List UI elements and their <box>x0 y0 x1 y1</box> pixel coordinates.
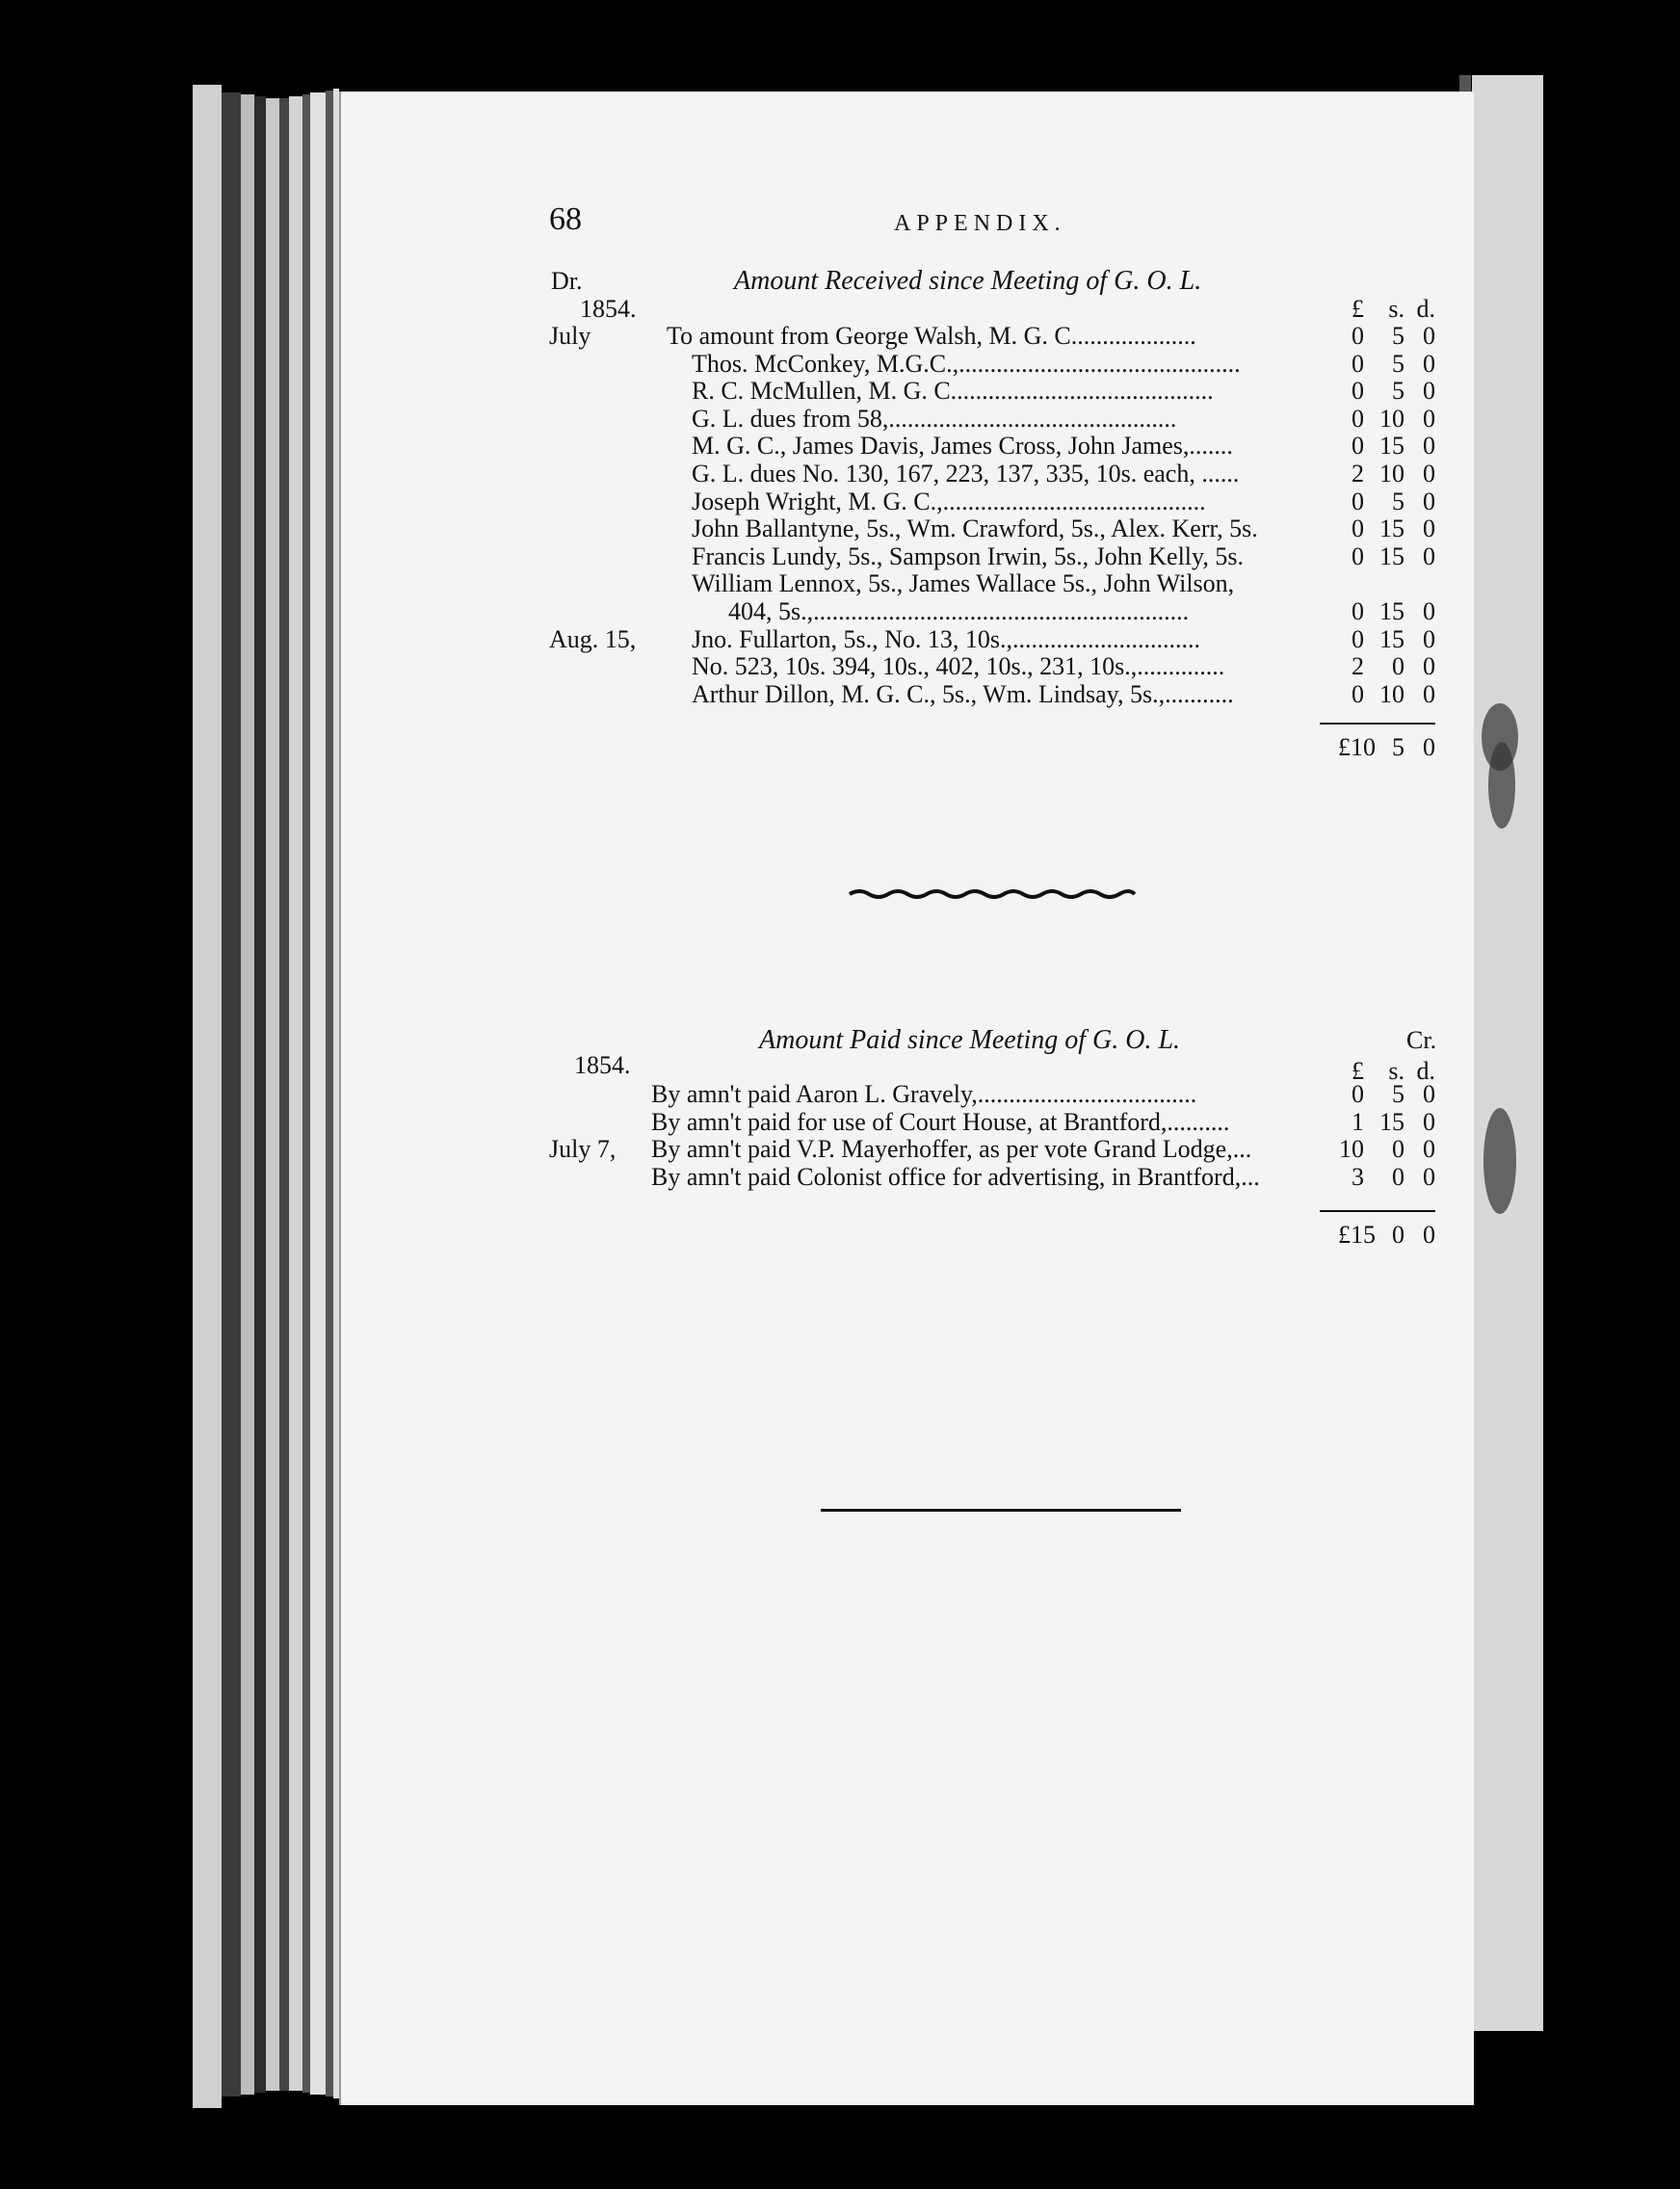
ledger-pounds: 10 <box>1339 1135 1364 1164</box>
ledger-shillings: 15 <box>1379 597 1404 625</box>
ledger-pounds: 0 <box>1352 349 1364 378</box>
ink-stain <box>1483 1108 1516 1214</box>
unit-shillings: s. <box>1388 1057 1404 1085</box>
ledger-pounds: 0 <box>1352 377 1364 406</box>
ledger-date: July 7, <box>549 1135 617 1164</box>
ledger-shillings: 5 <box>1392 349 1404 378</box>
ledger-shillings: 15 <box>1379 514 1404 543</box>
received-year: 1854. <box>580 295 637 323</box>
unit-pounds: £ <box>1352 1057 1364 1085</box>
ledger-description: R. C. McMullen, M. G. C.......................................... <box>692 377 1214 406</box>
end-rule <box>821 1509 1181 1512</box>
received-total-pounds: £10 <box>1338 733 1376 761</box>
paid-total-pence: 0 <box>1423 1221 1435 1249</box>
ledger-pounds: 0 <box>1352 487 1364 515</box>
ledger-shillings: 15 <box>1379 1107 1404 1136</box>
ledger-pounds: 3 <box>1352 1162 1364 1191</box>
page-number: 68 <box>549 201 582 237</box>
ledger-shillings: 0 <box>1392 1135 1404 1164</box>
ledger-description: Arthur Dillon, M. G. C., 5s., Wm. Lindsay, 5s.,........... <box>692 679 1234 708</box>
ledger-pounds: 0 <box>1352 432 1364 461</box>
facing-page-edge <box>1472 75 1543 2031</box>
ledger-date: Aug. 15, <box>549 624 637 653</box>
page-edge <box>302 94 310 2093</box>
ledger-pounds: 1 <box>1352 1107 1364 1136</box>
unit-pounds: £ <box>1352 295 1364 323</box>
ledger-pounds: 0 <box>1352 679 1364 708</box>
page-edge <box>222 92 241 2097</box>
ledger-pence: 0 <box>1423 1135 1435 1164</box>
ledger-description: Jno. Fullarton, 5s., No. 13, 10s.,.............................. <box>692 624 1200 653</box>
ledger-description: By amn't paid for use of Court House, at Brantford,.......... <box>651 1107 1230 1136</box>
ledger-shillings: 15 <box>1379 541 1404 570</box>
running-title: APPENDIX. <box>894 211 1066 236</box>
ledger-description: M. G. C., James Davis, James Cross, John James,....... <box>692 432 1233 461</box>
ledger-pence: 0 <box>1423 652 1435 681</box>
page-edge <box>193 85 222 2108</box>
ledger-shillings: 5 <box>1392 377 1404 406</box>
ledger-pounds: 0 <box>1352 1080 1364 1108</box>
ledger-pence: 0 <box>1423 1107 1435 1136</box>
ledger-pence: 0 <box>1423 624 1435 653</box>
ledger-description: Thos. McConkey, M.G.C.,............................................. <box>692 349 1241 378</box>
total-rule <box>1320 1210 1435 1212</box>
ledger-pounds: 0 <box>1352 404 1364 433</box>
unit-pence: d. <box>1416 1057 1435 1085</box>
paid-total-pounds: £15 <box>1338 1221 1376 1249</box>
page-edge <box>241 94 254 2095</box>
ledger-description: By amn't paid Colonist office for advertising, in Brantford,... <box>651 1162 1260 1191</box>
ledger-description: By amn't paid V.P. Mayerhoffer, as per vote Grand Lodge,... <box>651 1135 1252 1164</box>
page-edge <box>266 98 279 2091</box>
ledger-shillings: 15 <box>1379 432 1404 461</box>
ledger-pence: 0 <box>1423 597 1435 625</box>
ledger-pence: 0 <box>1423 541 1435 570</box>
ledger-date: July <box>549 322 591 350</box>
ledger-pounds: 0 <box>1352 624 1364 653</box>
wavy-divider <box>848 886 1137 902</box>
page-edge <box>326 91 333 2097</box>
ledger-description: Joseph Wright, M. G. C.,.......................................... <box>692 487 1206 515</box>
ledger-pounds: 0 <box>1352 514 1364 543</box>
ledger-shillings: 5 <box>1392 322 1404 350</box>
ledger-pence: 0 <box>1423 487 1435 515</box>
ledger-description: John Ballantyne, 5s., Wm. Crawford, 5s., Alex. Kerr, 5s. <box>692 514 1258 543</box>
credit-label: Cr. <box>1406 1026 1437 1054</box>
unit-shillings: s. <box>1388 295 1404 323</box>
ledger-pounds: 2 <box>1352 652 1364 681</box>
ledger-shillings: 0 <box>1392 652 1404 681</box>
ledger-shillings: 10 <box>1379 679 1404 708</box>
ledger-pounds: 2 <box>1352 460 1364 488</box>
ledger-description: William Lennox, 5s., James Wallace 5s., John Wilson, <box>692 569 1235 598</box>
received-total-shillings: 5 <box>1392 733 1404 761</box>
ledger-pence: 0 <box>1423 679 1435 708</box>
ledger-description: To amount from George Walsh, M. G. C.................... <box>667 322 1196 350</box>
received-total-pence: 0 <box>1423 733 1435 761</box>
ledger-shillings: 0 <box>1392 1162 1404 1191</box>
paid-year: 1854. <box>574 1051 631 1079</box>
ledger-description: G. L. dues No. 130, 167, 223, 137, 335, 10s. each, ...... <box>692 460 1240 488</box>
ledger-pence: 0 <box>1423 377 1435 406</box>
page-edge <box>279 98 289 2091</box>
ink-stain <box>1488 742 1515 829</box>
ledger-pounds: 0 <box>1352 597 1364 625</box>
ledger-pence: 0 <box>1423 404 1435 433</box>
ledger-pounds: 0 <box>1352 322 1364 350</box>
ledger-description: 404, 5s.,............................................................ <box>728 597 1190 625</box>
ledger-shillings: 5 <box>1392 1080 1404 1108</box>
ledger-pence: 0 <box>1423 460 1435 488</box>
total-rule <box>1320 723 1435 725</box>
ledger-description: Francis Lundy, 5s., Sampson Irwin, 5s., John Kelly, 5s. <box>692 541 1244 570</box>
ledger-pence: 0 <box>1423 514 1435 543</box>
ledger-pence: 0 <box>1423 1080 1435 1108</box>
ledger-pence: 0 <box>1423 1162 1435 1191</box>
unit-pence: d. <box>1416 295 1435 323</box>
ledger-pence: 0 <box>1423 432 1435 461</box>
received-title: Amount Received since Meeting of G. O. L. <box>734 266 1202 296</box>
ledger-shillings: 10 <box>1379 404 1404 433</box>
paid-title: Amount Paid since Meeting of G. O. L. <box>759 1025 1181 1055</box>
page-edge <box>310 92 326 2095</box>
ledger-shillings: 5 <box>1392 487 1404 515</box>
ledger-pence: 0 <box>1423 322 1435 350</box>
ledger-shillings: 10 <box>1379 460 1404 488</box>
ledger-pence: 0 <box>1423 349 1435 378</box>
page-edge <box>254 96 266 2093</box>
paid-total-shillings: 0 <box>1392 1221 1404 1249</box>
ledger-shillings: 15 <box>1379 624 1404 653</box>
ledger-description: No. 523, 10s. 394, 10s., 402, 10s., 231, 10s.,.............. <box>692 652 1225 681</box>
page-edge <box>289 96 302 2091</box>
ledger-description: G. L. dues from 58,.............................................. <box>692 404 1177 433</box>
ledger-description: By amn't paid Aaron L. Gravely,................................... <box>651 1080 1197 1108</box>
debit-label: Dr. <box>551 267 583 295</box>
ledger-pounds: 0 <box>1352 541 1364 570</box>
